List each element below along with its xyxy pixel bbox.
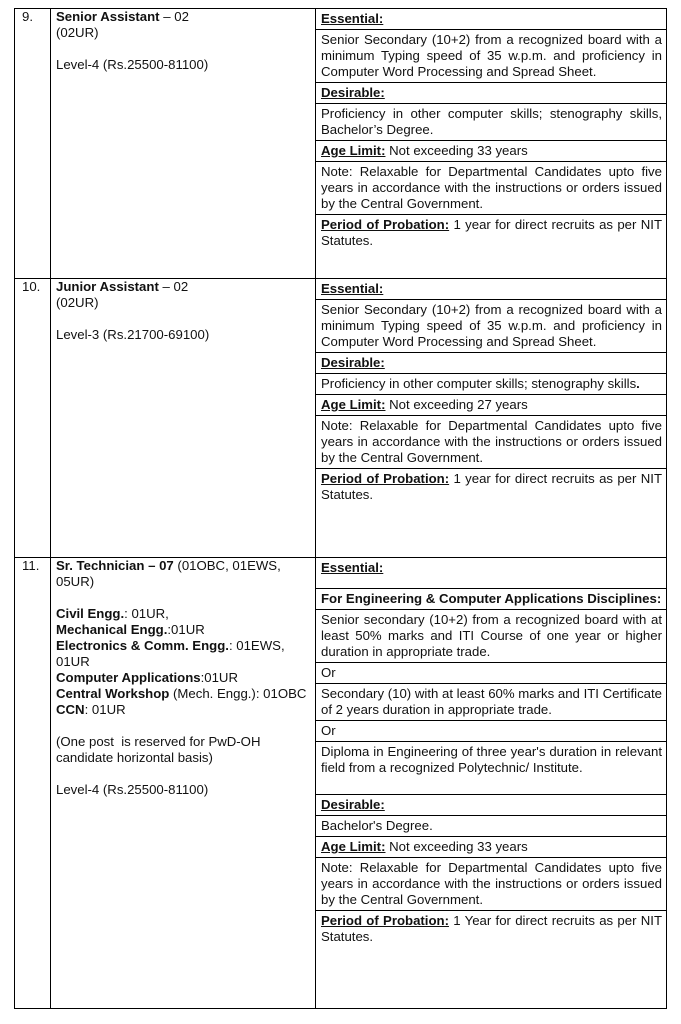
post-count: – 02 <box>158 279 189 294</box>
desirable-text: Proficiency in other computer skills; stenography skills <box>321 376 637 391</box>
dept-ccn-posts: : 01UR <box>84 702 126 717</box>
dept-electronics-posts: : 01EWS, 01UR <box>56 638 285 669</box>
option-3-text: Diploma in Engineering of three year's duration in relevant field from a recognized Polytechnic/ Institute. <box>321 744 662 775</box>
post-category: (01OBC, 01EWS, 05UR) <box>56 558 281 589</box>
essential-text: Senior Secondary (10+2) from a recognized board with a minimum Typing speed of 35 w.p.m. and proficiency in Computer Word Processing and Spread Sheet. <box>321 302 662 349</box>
desirable-heading: Desirable: <box>321 355 385 370</box>
dept-mechanical-posts: :01UR <box>167 622 205 637</box>
probation-text: 1 Year for direct recruits as per NIT Statutes. <box>321 913 662 944</box>
relaxation-note: Note: Relaxable for Departmental Candidates upto five years in accordance with the instructions or orders issued by the Central Government. <box>321 860 662 907</box>
table-row <box>15 9 667 279</box>
desirable-heading: Desirable: <box>321 797 385 812</box>
or-separator: Or <box>321 723 336 738</box>
dept-computer-label: Computer Applications <box>56 670 201 685</box>
post-title: Senior Assistant <box>56 9 160 24</box>
age-limit-heading: Age Limit: <box>321 397 386 412</box>
pwd-note: (One post is reserved for PwD-OH candidate horizontal basis) <box>56 734 265 765</box>
dept-workshop-label: Central Workshop <box>56 686 170 701</box>
relaxation-note: Note: Relaxable for Departmental Candidates upto five years in accordance with the instructions or orders issued by the Central Government. <box>321 418 662 465</box>
probation-heading: Period of Probation: <box>321 471 450 486</box>
post-cell <box>51 279 316 558</box>
essential-heading: Essential: <box>321 11 384 26</box>
probation-heading: Period of Probation: <box>321 913 449 928</box>
or-separator: Or <box>321 665 336 680</box>
desirable-heading: Desirable: <box>321 85 385 100</box>
dept-civil-label: Civil Engg. <box>56 606 125 621</box>
dept-mechanical-label: Mechanical Engg. <box>56 622 168 637</box>
requirements-cell <box>316 558 667 1009</box>
post-title: Junior Assistant <box>56 279 159 294</box>
probation-text: 1 year for direct recruits as per NIT Statutes. <box>321 471 663 502</box>
essential-heading: Essential: <box>321 560 384 575</box>
recruitment-table <box>14 8 667 1009</box>
desirable-text: Bachelor's Degree. <box>321 818 433 833</box>
post-count: – 02 <box>159 9 189 24</box>
desirable-period: . <box>636 376 640 391</box>
option-2-text: Secondary (10) with at least 60% marks and ITI Certificate of 2 years duration in appropriate trade. <box>321 686 662 717</box>
essential-text: Senior Secondary (10+2) from a recognized board with a minimum Typing speed of 35 w.p.m. and proficiency in Computer Word Processing and Spread Sheet. <box>321 32 662 79</box>
dept-civil-posts: : 01UR, <box>124 606 169 621</box>
age-limit-text: Not exceeding 27 years <box>385 397 528 412</box>
row-number: 10. <box>15 279 51 558</box>
dept-computer-posts: :01UR <box>200 670 238 685</box>
post-cell <box>51 9 316 279</box>
pay-level: Level-3 (Rs.21700-69100) <box>56 327 210 342</box>
requirements-cell <box>316 9 667 279</box>
post-cell <box>51 558 316 1009</box>
age-limit-text: Not exceeding 33 years <box>385 839 528 854</box>
dept-workshop-posts: (Mech. Engg.): 01OBC <box>169 686 307 701</box>
pay-level: Level-4 (Rs.25500-81100) <box>56 782 209 797</box>
probation-heading: Period of Probation: <box>321 217 450 232</box>
age-limit-heading: Age Limit: <box>321 143 386 158</box>
pay-level: Level-4 (Rs.25500-81100) <box>56 57 209 72</box>
essential-heading: Essential: <box>321 281 384 296</box>
relaxation-note: Note: Relaxable for Departmental Candidates upto five years in accordance with the instructions or orders issued by the Central Government. <box>321 164 662 211</box>
row-number: 11. <box>15 558 51 1009</box>
dept-electronics-label: Electronics & Comm. Engg. <box>56 638 229 653</box>
post-category: (02UR) <box>56 295 99 310</box>
option-1-text: Senior secondary (10+2) from a recognized board with at least 50% marks and ITI Course of one year or higher duration in appropriate trade. <box>321 612 662 659</box>
probation-text: 1 year for direct recruits as per NIT Statutes. <box>321 217 663 248</box>
requirements-cell <box>316 279 667 558</box>
row-number: 9. <box>15 9 51 279</box>
age-limit-text: Not exceeding 33 years <box>385 143 528 158</box>
post-category: (02UR) <box>56 25 99 40</box>
dept-ccn-label: CCN <box>56 702 85 717</box>
desirable-text: Proficiency in other computer skills; stenography skills, Bachelor’s Degree. <box>321 106 662 137</box>
disciplines-heading: For Engineering & Computer Applications Disciplines: <box>321 591 662 606</box>
table-row <box>15 279 667 558</box>
table-row <box>15 558 667 1009</box>
post-title: Sr. Technician – 07 <box>56 558 174 573</box>
age-limit-heading: Age Limit: <box>321 839 386 854</box>
